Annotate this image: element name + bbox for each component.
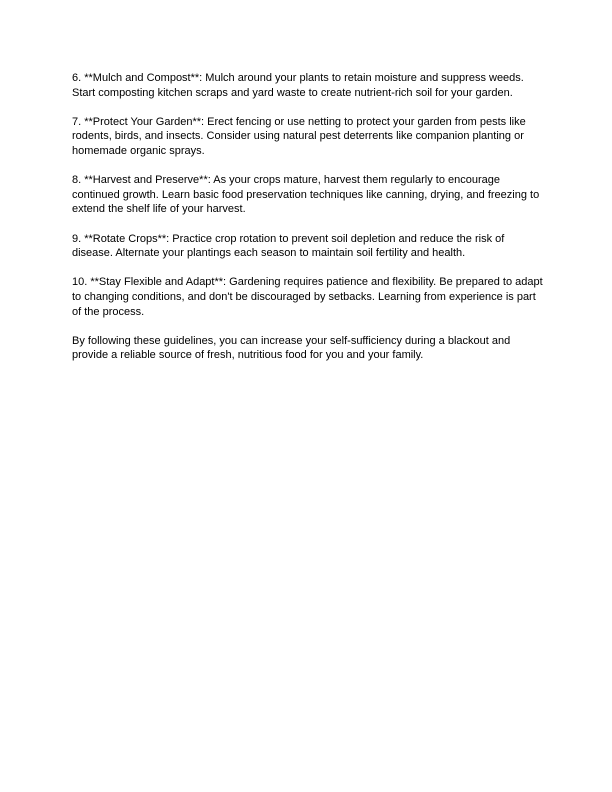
document-body bbox=[72, 71, 544, 377]
paragraph-harvest-and-preserve: 8. **Harvest and Preserve**: As your crops mature, harvest them regularly to encourage continued growth. Learn basic food preservation techniques like canning, drying, and freezing to extend the shelf life of your harvest. bbox=[72, 174, 540, 216]
paragraph-conclusion: By following these guidelines, you can increase your self-sufficiency during a blackout and provide a reliable source of fresh, nutritious food for you and your family. bbox=[72, 334, 511, 362]
paragraph-mulch-and-compost: 6. **Mulch and Compost**: Mulch around your plants to retain moisture and suppress weeds. Start composting kitchen scraps and yard waste to create nutrient-rich soil for your garden. bbox=[72, 72, 524, 99]
paragraph-rotate-crops: 9. **Rotate Crops**: Practice crop rotation to prevent soil depletion and reduce the risk of disease. Alternate your plantings each season to maintain soil fertility and health. bbox=[72, 232, 505, 260]
paragraph-stay-flexible: 10. **Stay Flexible and Adapt**: Gardening requires patience and flexibility. Be prepared to adapt to changing conditions, and don't be discouraged by setbacks. Learning from experience is part of the process. bbox=[72, 276, 543, 318]
paragraph-protect-your-garden: 7. **Protect Your Garden**: Erect fencing or use netting to protect your garden from pests like rodents, birds, and insects. Consider using natural pest deterrents like companion planting or homemade organic sprays. bbox=[72, 115, 526, 157]
